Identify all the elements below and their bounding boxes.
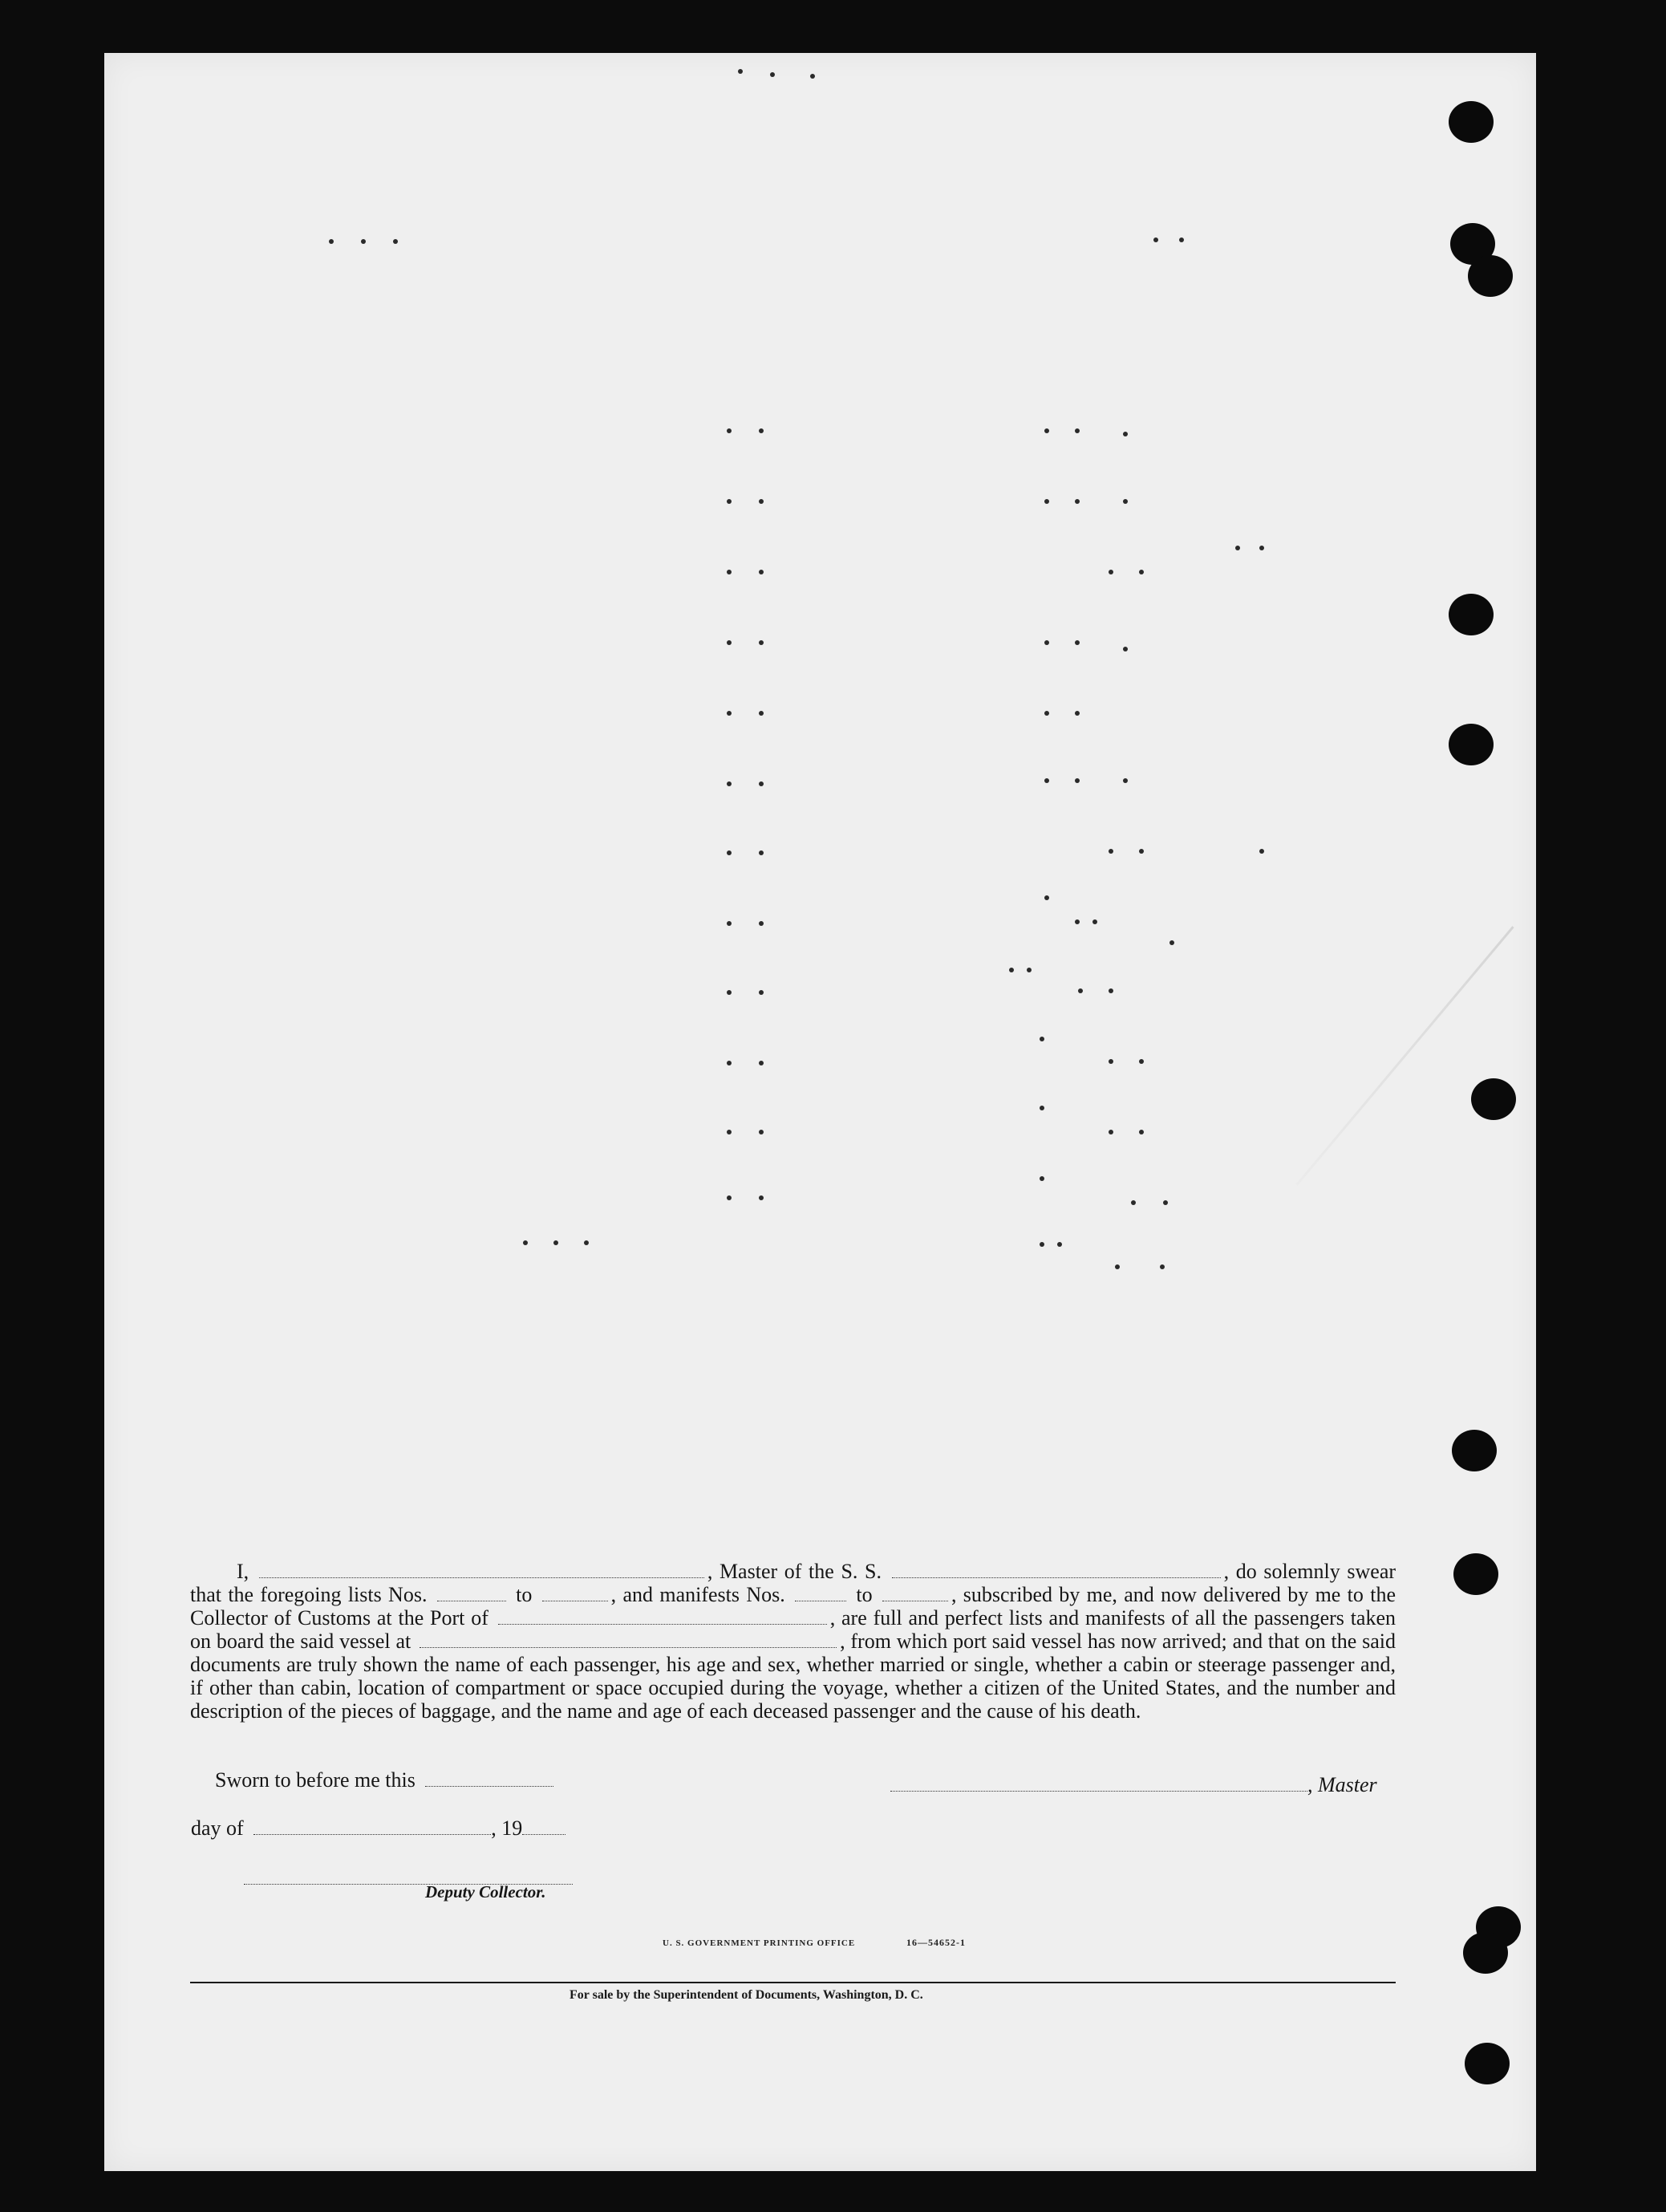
oath-manifests-all: manifests of all the passengers taken on board the said vessel at	[190, 1606, 1396, 1653]
oath-solemnly: , do solemnly	[1223, 1560, 1340, 1583]
punch-hole	[1453, 1553, 1498, 1595]
year-prefix: , 19	[491, 1816, 523, 1840]
oath-to-2: to	[856, 1583, 873, 1606]
deputy-collector-label: Deputy Collector.	[425, 1882, 546, 1902]
port-field[interactable]	[498, 1609, 827, 1625]
page-smudge	[1295, 926, 1514, 1186]
vessel-name-field[interactable]	[892, 1563, 1221, 1578]
oath-manifests: , and manifests Nos.	[610, 1583, 785, 1606]
oath-from: , from which	[840, 1630, 948, 1653]
gpo-imprint: U. S. GOVERNMENT PRINTING OFFICE	[663, 1938, 856, 1948]
punch-hole	[1449, 594, 1494, 635]
punch-hole	[1449, 724, 1494, 765]
manifests-to-field[interactable]	[882, 1586, 948, 1601]
day-of-row	[191, 1816, 565, 1841]
day-of-label: day of	[191, 1816, 244, 1840]
embark-port-field[interactable]	[420, 1633, 837, 1648]
sworn-row	[215, 1768, 553, 1792]
master-name-field[interactable]	[259, 1563, 704, 1578]
oath-word-i: I,	[237, 1560, 249, 1583]
sworn-day-field[interactable]	[425, 1770, 553, 1787]
sale-notice: For sale by the Superintendent of Documents, Washington, D. C.	[570, 1988, 923, 2002]
punch-hole	[1471, 1078, 1516, 1120]
punch-hole	[1468, 255, 1513, 297]
manifests-from-field[interactable]	[795, 1586, 846, 1601]
oath-to-1: to	[516, 1583, 533, 1606]
oath-swear: swear that the foregoing lists Nos.	[190, 1560, 1396, 1606]
punch-hole	[1449, 101, 1494, 143]
oath-paragraph	[190, 1560, 1396, 1723]
oath-full: , are full and perfect lists and	[829, 1606, 1080, 1630]
master-signature-row	[890, 1773, 1377, 1797]
punch-hole	[1465, 2043, 1510, 2084]
master-label: , Master	[1307, 1773, 1377, 1796]
footer-rule	[190, 1982, 1396, 1983]
month-field[interactable]	[253, 1818, 491, 1835]
form-number: 16—54652-1	[906, 1937, 966, 1948]
oath-subscribed: , subscribed by me, and now	[951, 1583, 1197, 1606]
punch-hole	[1463, 1932, 1508, 1974]
oath-delivered: delivered by me to the Collector of Customs at the Port of	[190, 1583, 1396, 1630]
lists-to-field[interactable]	[542, 1586, 608, 1601]
sworn-label: Sworn to before me this	[215, 1768, 415, 1792]
year-field[interactable]	[522, 1818, 565, 1835]
oath-body: port said vessel has now arrived; and that on the said documents are truly shown the name of each passenger, his age and sex, whether married or single, whether a cabin or steerage passenger and, if other than cabin, location of compartment or space occupied during the voyage, whether a citizen of the United States, and the number and description of the pieces of baggage, and the name and age of each deceased passenger and the cause of his death.	[190, 1630, 1396, 1723]
lists-from-field[interactable]	[437, 1586, 506, 1601]
punch-hole	[1452, 1430, 1497, 1471]
master-signature-field[interactable]	[890, 1775, 1307, 1792]
oath-master-of: , Master of the S. S.	[707, 1560, 882, 1583]
document-page	[104, 53, 1536, 2171]
